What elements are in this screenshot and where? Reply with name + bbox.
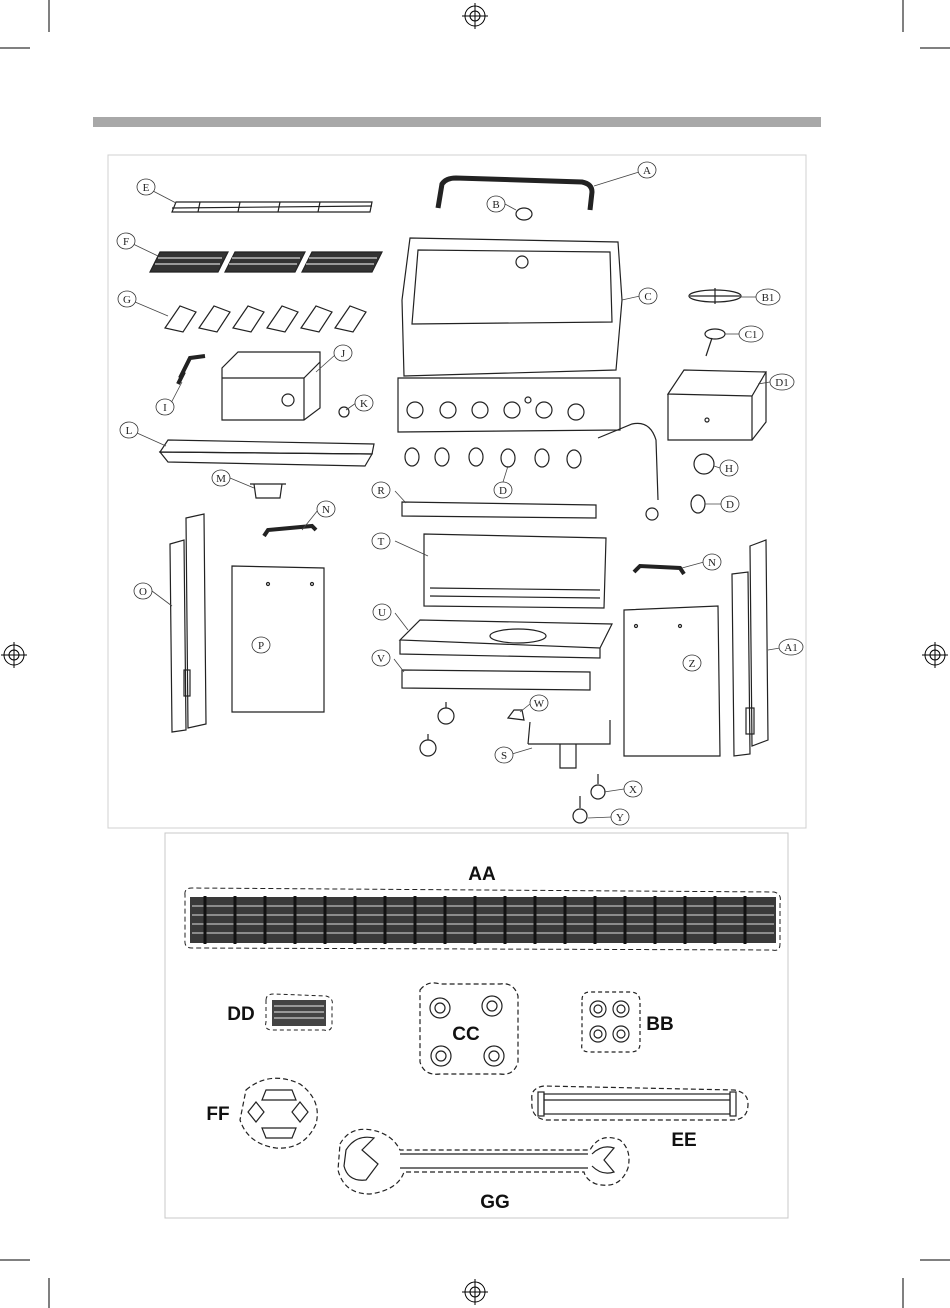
callout-label: L: [125, 425, 133, 437]
callout-e: [137, 179, 155, 195]
callout-label: R: [377, 485, 385, 497]
hose-elbow: [178, 356, 205, 384]
rod-ee: [532, 1086, 748, 1120]
drip-tray: [160, 440, 374, 466]
callout-b1: [756, 289, 780, 305]
callout-label: J: [340, 348, 346, 360]
right-side-panel: [732, 540, 768, 756]
front-rail: [402, 502, 596, 518]
callout-u: [373, 604, 391, 620]
hardware-label-ee: EE: [671, 1130, 697, 1151]
left-door: [232, 566, 324, 712]
side-shelf-burner: [668, 370, 766, 440]
callout-d: [494, 482, 512, 498]
callout-label: W: [533, 698, 545, 710]
bracket: [508, 710, 524, 720]
callout-label: D: [499, 485, 507, 497]
wrench-gg: [338, 1129, 629, 1194]
callout-label: A: [643, 165, 651, 177]
lower-rail: [402, 670, 590, 690]
callout-f: [117, 233, 135, 249]
callout-s: [495, 747, 513, 763]
callout-n-right: [703, 554, 721, 570]
bottom-shelf: [400, 620, 612, 658]
callout-k: [355, 395, 373, 411]
callout-label: C: [644, 291, 652, 303]
casters: [573, 774, 605, 823]
gas-hose-regulator: [598, 423, 658, 500]
thermometer: [516, 208, 532, 220]
hardware-label-gg: GG: [480, 1192, 510, 1213]
callout-label: D: [726, 499, 734, 511]
callout-label: B1: [761, 292, 775, 304]
hex-nut-set-ff: [240, 1078, 317, 1148]
callout-label: M: [216, 473, 226, 485]
callout-label: K: [360, 398, 368, 410]
callout-c: [639, 288, 657, 304]
callout-y: [611, 809, 629, 825]
screw-strip-aa: [185, 888, 781, 950]
callout-label: S: [500, 750, 508, 762]
crosshair-icon: [922, 642, 948, 668]
callout-m: [212, 470, 230, 486]
callout-label: X: [629, 784, 637, 796]
callout-n: [317, 501, 335, 517]
door-handle: [264, 526, 316, 536]
callout-w: [530, 695, 548, 711]
callout-t: [372, 533, 390, 549]
callout-label: B: [492, 199, 500, 211]
callout-g: [118, 291, 136, 307]
callout-j: [334, 345, 352, 361]
callout-z: [683, 655, 701, 671]
callout-label: A1: [784, 642, 798, 654]
callout-d1: [770, 374, 794, 390]
callout-label: T: [377, 536, 385, 548]
door-handle: [634, 566, 684, 574]
back-panel: [424, 534, 606, 608]
hardware-label-dd: DD: [227, 1004, 255, 1025]
callout-label: N: [322, 504, 330, 516]
knob-bezel: [694, 454, 714, 474]
cooking-grates: [150, 252, 382, 272]
control-knobs: [405, 448, 581, 468]
hardware-label-bb: BB: [646, 1014, 674, 1035]
grease-cup: [250, 484, 286, 498]
callout-v: [372, 650, 390, 666]
warming-rack: [172, 202, 372, 212]
header-bar: [93, 117, 821, 127]
callout-label: N: [708, 557, 716, 569]
left-side-panel: [170, 514, 206, 732]
callout-r: [372, 482, 390, 498]
crosshair-icon: [462, 3, 488, 29]
side-burner-box: [222, 352, 320, 420]
callout-label: G: [123, 294, 131, 306]
crosshair-icon: [462, 1279, 488, 1305]
callout-p: [252, 637, 270, 653]
callout-label: O: [139, 586, 147, 598]
callout-b: [487, 196, 505, 212]
hardware-label-ff: FF: [206, 1104, 230, 1125]
lid-handle: [438, 178, 592, 210]
grill-head: [398, 238, 622, 432]
callout-label: E: [142, 182, 150, 194]
callout-c1: [739, 326, 763, 342]
screw-pack-dd: [266, 994, 333, 1030]
heat-tents: [165, 306, 366, 332]
callout-label: V: [377, 653, 385, 665]
callout-a1: [779, 639, 803, 655]
crosshair-icon: [1, 642, 27, 668]
callout-label: D1: [775, 377, 789, 389]
callout-l: [120, 422, 138, 438]
base-frame: [528, 720, 610, 768]
callout-label: U: [378, 607, 386, 619]
side-knob: [691, 495, 705, 513]
callout-label: P: [257, 640, 265, 652]
callout-label: I: [163, 402, 167, 414]
callout-d-side: [721, 496, 739, 512]
hardware-label-aa: AA: [468, 864, 496, 885]
callout-i: [156, 399, 174, 415]
right-door: [624, 606, 720, 756]
callout-label: H: [725, 463, 733, 475]
callout-label: C1: [744, 329, 758, 341]
callout-o: [134, 583, 152, 599]
callout-x: [624, 781, 642, 797]
callout-label: F: [122, 236, 130, 248]
side-burner: [705, 329, 725, 356]
callout-h: [720, 460, 738, 476]
callout-label: Z: [688, 658, 696, 670]
side-burner-grate: [689, 288, 741, 304]
callout-a: [638, 162, 656, 178]
callout-label: Y: [616, 812, 624, 824]
casters: [420, 702, 454, 756]
hardware-label-cc: CC: [452, 1024, 480, 1045]
washer-set-bb: [582, 992, 640, 1052]
